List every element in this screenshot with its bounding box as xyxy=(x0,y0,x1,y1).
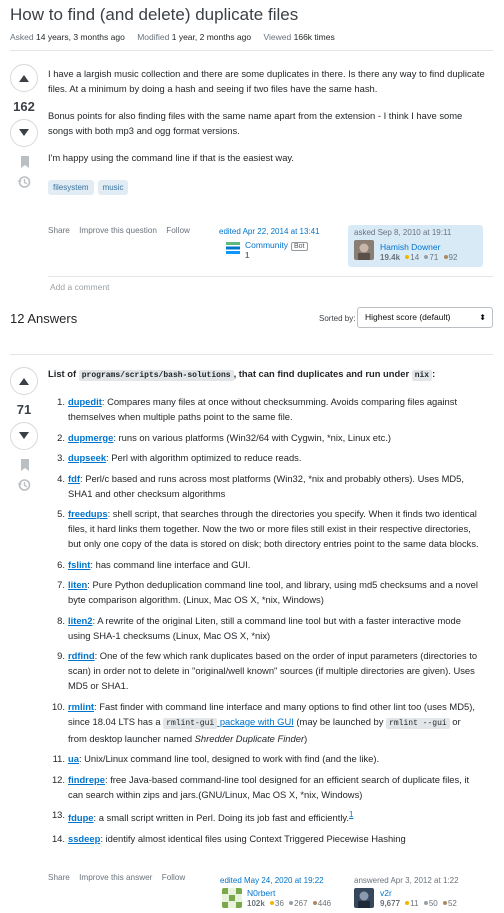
bronze-badge-icon xyxy=(443,901,447,905)
history-icon[interactable] xyxy=(17,478,31,492)
improve-answer-link[interactable]: Improve this answer xyxy=(79,873,153,882)
item-number: 5. xyxy=(57,508,65,519)
editor-reputation: 1 xyxy=(245,251,250,260)
answer-editor-card xyxy=(220,876,345,912)
sorted-by-label: Sorted by: xyxy=(319,314,356,323)
gold-badge-icon xyxy=(405,901,409,905)
editor-name[interactable]: Community xyxy=(245,240,288,250)
follow-link[interactable]: Follow xyxy=(161,873,186,882)
list-item xyxy=(48,506,481,551)
list-item xyxy=(48,450,481,465)
silver-count: 267 xyxy=(294,899,308,908)
edited-timestamp[interactable]: edited Apr 22, 2014 at 13:41 xyxy=(219,227,320,236)
question-paragraph: I have a largish music collection and there are some duplicates in there. Is there any way to find duplicate files. At a minimum by doing a hash and seeing if two files have the same hash. xyxy=(48,68,485,94)
list-item xyxy=(48,557,481,572)
item-number: 1. xyxy=(57,396,65,407)
gold-count: 36 xyxy=(275,899,284,908)
arrow-down-icon xyxy=(18,431,30,441)
share-link[interactable]: Share xyxy=(48,226,70,235)
tag-list xyxy=(48,180,128,195)
question-owner-card xyxy=(348,225,483,267)
follow-link[interactable]: Follow xyxy=(166,226,190,235)
sort-select[interactable] xyxy=(357,307,493,328)
list-item xyxy=(48,831,481,846)
edited-timestamp[interactable]: edited May 24, 2020 at 19:22 xyxy=(220,876,324,885)
tool-link[interactable]: freedups xyxy=(68,508,108,519)
tool-link[interactable]: liten xyxy=(68,579,88,590)
editor-reputation-row xyxy=(247,899,331,908)
silver-count: 71 xyxy=(429,253,439,262)
bot-badge: Bot xyxy=(291,242,308,251)
history-icon[interactable] xyxy=(17,175,31,189)
list-item xyxy=(48,471,481,501)
bronze-badge-icon xyxy=(313,901,317,905)
silver-count: 50 xyxy=(428,899,438,908)
answer-owner-card xyxy=(354,876,484,912)
item-number: 6. xyxy=(57,558,65,570)
item-text: : Compares many files at once without checksumming. Avoids comparing files against themselves when multiple paths point to the same file. xyxy=(68,396,458,422)
gold-badge-icon xyxy=(270,901,274,905)
answer-upvote-button[interactable] xyxy=(10,367,38,395)
intro-code-nix: nix xyxy=(412,370,432,381)
answers-divider xyxy=(10,354,493,355)
list-item xyxy=(48,577,481,607)
question-upvote-button[interactable] xyxy=(10,64,38,92)
editor-name[interactable]: N0rbert xyxy=(247,888,276,898)
answer-downvote-button[interactable] xyxy=(10,422,38,450)
asked-timestamp: asked Sep 8, 2010 at 19:11 xyxy=(354,228,452,237)
question-body xyxy=(48,66,488,177)
silver-badge-icon xyxy=(424,901,428,905)
sort-caret-icon: ⬍ xyxy=(479,313,486,322)
item-text: : A rewrite of the original Liten, still a command line tool but with a faster interactive mode using SHA-1 checksums (Linux, Mac OS X, *nix) xyxy=(68,614,461,641)
add-comment-link[interactable]: Add a comment xyxy=(50,282,110,292)
inline-code: rmlint --gui xyxy=(386,718,450,729)
intro-text: , that can find duplicates and run under xyxy=(233,368,412,379)
item-text: : runs on various platforms (Win32/64 with Cygwin, *nix, Linux etc.) xyxy=(113,431,392,443)
viewed-value: 166k times xyxy=(293,32,335,42)
item-text: : Perl/c based and runs across most platforms (Win32, *nix and probably others). Uses MD5, SHA1 and other checksum algorithms xyxy=(68,472,464,499)
gold-badge-icon xyxy=(405,255,409,259)
page-title[interactable]: How to find (and delete) duplicate files xyxy=(10,5,299,24)
arrow-up-icon xyxy=(18,73,30,83)
tool-link[interactable]: fdupe xyxy=(68,812,94,824)
question-vote-count: 162 xyxy=(13,99,35,114)
modified-value[interactable]: 1 year, 2 months ago xyxy=(171,32,252,42)
item-italic: Shredder Duplicate Finder xyxy=(194,732,305,744)
tool-link[interactable]: fslint xyxy=(68,558,91,570)
footnote-link[interactable]: 1 xyxy=(349,810,354,819)
item-text: : has command line interface and GUI. xyxy=(90,558,251,570)
item-number: 13. xyxy=(51,809,65,820)
question-actions xyxy=(48,226,197,235)
item-number: 10. xyxy=(51,700,65,712)
bronze-count: 92 xyxy=(448,253,458,262)
answer-intro xyxy=(48,368,435,380)
asked-value: 14 years, 3 months ago xyxy=(36,32,125,42)
item-text: ) xyxy=(304,732,308,744)
intro-code: programs/scripts/bash-solutions xyxy=(79,370,234,381)
arrow-down-icon xyxy=(18,128,30,138)
answer-vote-count: 71 xyxy=(16,402,32,417)
item-number: 7. xyxy=(57,579,65,590)
item-text: or from desktop launcher named xyxy=(68,715,461,744)
owner-reputation: 9,677 xyxy=(380,899,401,908)
silver-badge-icon xyxy=(424,255,428,259)
item-number: 14. xyxy=(51,832,65,844)
asked-label: Asked xyxy=(10,32,34,42)
tool-link[interactable]: dupedit xyxy=(68,396,102,407)
item-number: 12. xyxy=(51,773,65,785)
gold-count: 11 xyxy=(410,899,419,908)
question-paragraph: I'm happy using the command line if that is the easiest way. xyxy=(48,152,295,163)
tool-list xyxy=(48,394,481,851)
user-avatar[interactable] xyxy=(354,240,374,260)
question-paragraph: Bonus points for also finding files with the same name apart from the extension - I think I have some songs with both mp3 and ogg format versions. xyxy=(48,110,463,136)
list-item xyxy=(48,430,481,445)
item-text: : a small script written in Perl. Doing its job fast and efficiently. xyxy=(93,812,350,824)
arrow-up-icon xyxy=(18,376,30,386)
improve-question-link[interactable]: Improve this question xyxy=(79,226,157,235)
modified-label: Modified xyxy=(137,32,170,42)
tool-link[interactable]: fdf xyxy=(68,472,80,484)
list-item xyxy=(48,394,481,424)
intro-text: List of xyxy=(48,368,79,379)
list-item xyxy=(48,807,481,825)
item-number: 2. xyxy=(57,431,65,443)
item-text: (may be launched by xyxy=(293,715,387,727)
owner-reputation-row xyxy=(380,253,457,262)
item-text: : Pure Python deduplication command line tool, and library, using md5 checksums and a novel byte comparison algorithm. (Linux, Mac OS X, *nix, Windows) xyxy=(68,579,478,605)
list-item xyxy=(48,699,481,746)
owner-name[interactable]: v2r xyxy=(380,888,392,898)
comment-divider xyxy=(48,276,493,277)
intro-text: : xyxy=(432,368,436,379)
list-item xyxy=(48,772,481,802)
answered-timestamp: answered Apr 3, 2012 at 1:22 xyxy=(354,876,459,885)
community-avatar[interactable] xyxy=(223,238,243,258)
item-text: : free Java-based command-line tool designed for an efficient search of duplicate files, it can search within zips and jars.(GNU/Linux, Mac OS X, *nix, Windows) xyxy=(68,773,470,800)
viewed-label: Viewed xyxy=(263,32,292,42)
answer-actions xyxy=(48,873,192,882)
list-item xyxy=(48,751,481,766)
tool-link[interactable]: rmlint xyxy=(68,700,95,712)
bronze-count: 446 xyxy=(317,899,332,908)
item-number: 8. xyxy=(57,614,65,626)
item-number: 11. xyxy=(52,753,65,764)
user-avatar[interactable] xyxy=(354,888,374,908)
tool-link[interactable]: ssdeep xyxy=(68,832,101,844)
tool-link[interactable]: rdfind xyxy=(68,650,95,661)
bronze-badge-icon xyxy=(444,255,448,259)
bronze-count: 52 xyxy=(447,899,457,908)
item-number: 4. xyxy=(57,472,65,484)
tool-link[interactable]: dupmerge xyxy=(68,431,114,443)
question-meta xyxy=(10,32,345,42)
item-text: : Unix/Linux command line tool, designed to work with find (and the like). xyxy=(78,753,380,764)
tag-music[interactable]: music xyxy=(98,180,129,195)
bookmark-icon[interactable] xyxy=(18,458,32,472)
item-number: 3. xyxy=(57,452,65,463)
share-link[interactable]: Share xyxy=(48,873,70,882)
inline-code: rmlint-gui xyxy=(163,718,217,729)
editor-user-link[interactable] xyxy=(245,240,308,251)
item-text: : Perl with algorithm optimized to reduce reads. xyxy=(106,452,302,463)
item-text: : Fast finder with command line interface and many options to find other lint too (uses MD5), since 18.04 LTS has a xyxy=(68,700,475,727)
tool-link[interactable]: dupseek xyxy=(68,452,107,463)
list-item xyxy=(48,613,481,643)
question-downvote-button[interactable] xyxy=(10,119,38,147)
owner-name[interactable]: Hamish Downer xyxy=(380,242,441,252)
header-divider xyxy=(10,50,493,51)
tool-link[interactable]: liten2 xyxy=(68,614,93,626)
tool-link[interactable]: ua xyxy=(68,753,79,764)
item-number: 9. xyxy=(57,650,65,661)
item-text: : identify almost identical files using Context Triggered Piecewise Hashing xyxy=(100,832,406,844)
bookmark-icon[interactable] xyxy=(18,155,32,169)
tag-filesystem[interactable]: filesystem xyxy=(48,180,94,195)
owner-reputation: 19.4k xyxy=(380,253,401,262)
item-text: : One of the few which rank duplicates based on the order of input parameters (directories to scan) in order not to delete in "original/well known" sources (if multiple directories are given). Uses MD5 or SHA1. xyxy=(68,650,478,691)
item-text: : shell script, that searches through the directories you specify. When it finds two identical files, it hard links them together. Now the two or more files still exist in their respective directories, but only one copy of the data is stored on disk; both directory entries point to the same data blocks. xyxy=(68,508,479,549)
answers-count: 12 Answers xyxy=(10,311,78,326)
silver-badge-icon xyxy=(289,901,293,905)
question-editor-card xyxy=(219,227,339,265)
package-link[interactable]: package with GUI xyxy=(217,715,294,727)
sort-value: Highest score (default) xyxy=(365,312,451,322)
gold-count: 14 xyxy=(410,253,420,262)
tool-link[interactable]: findrepe xyxy=(68,773,105,785)
owner-reputation-row xyxy=(380,899,457,908)
list-item xyxy=(48,648,481,693)
user-avatar[interactable] xyxy=(222,888,242,908)
editor-reputation: 102k xyxy=(247,899,265,908)
